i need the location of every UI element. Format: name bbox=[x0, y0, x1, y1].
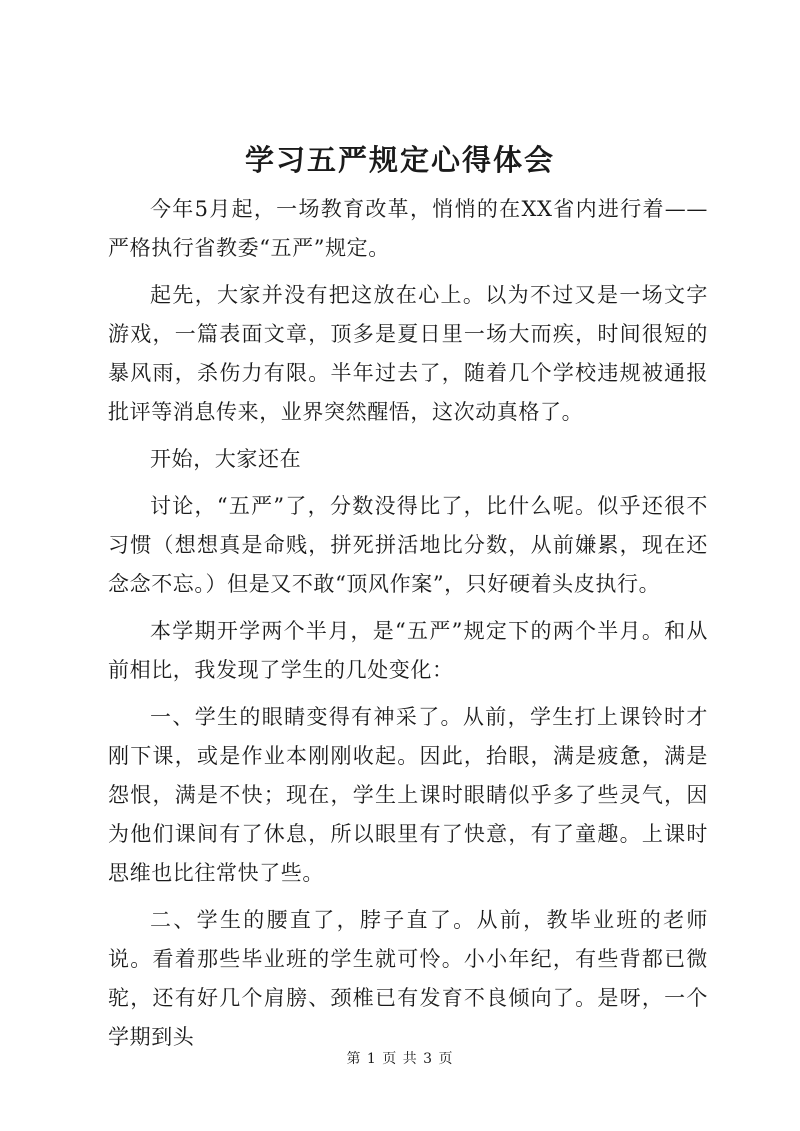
paragraph-7: 二、学生的腰直了，脖子直了。从前，教毕业班的老师说。看着那些毕业班的学生就可怜。小小年纪，有些背都已微驼，还有好几个肩膀、颈椎已有发育不良倾向了。是呀，一个学期到头 bbox=[108, 908, 708, 1049]
paragraph-6: 一、学生的眼睛变得有神采了。从前，学生打上课铃时才刚下课，或是作业本刚刚收起。因此，抬眼，满是疲惫，满是怨恨，满是不快；现在，学生上课时眼睛似乎多了些灵气，因为他们课间有了休息，所以眼里有了快意，有了童趣。上课时思维也比往常快了些。 bbox=[108, 705, 708, 885]
paragraph-2: 起先，大家并没有把这放在心上。以为不过又是一场文字游戏，一篇表面文章，顶多是夏日里一场大而疾，时间很短的暴风雨，杀伤力有限。半年过去了，随着几个学校违规被通报批评等消息传来，业界突然醒悟，这次动真格了。 bbox=[108, 283, 708, 424]
paragraph-5: 本学期开学两个半月，是“五严”规定下的两个半月。和从前相比，我发现了学生的几处变化： bbox=[108, 619, 708, 682]
document-body bbox=[108, 190, 708, 1057]
paragraph-4: 讨论，“五严”了，分数没得比了，比什么呢。似乎还很不习惯（想想真是命贱，拼死拼活地比分数，从前嫌累，现在还念念不忘。）但是又不敢“顶风作案”，只好硬着头皮执行。 bbox=[108, 494, 708, 596]
paragraph-3: 开始，大家还在 bbox=[150, 447, 302, 471]
page-footer: 第 1 页 共 3 页 bbox=[346, 1051, 454, 1067]
document-title: 学习五严规定心得体会 bbox=[244, 143, 555, 177]
paragraph-1: 今年5月起，一场教育改革，悄悄的在XX省内进行着——严格执行省教委“五严”规定。 bbox=[108, 197, 708, 260]
